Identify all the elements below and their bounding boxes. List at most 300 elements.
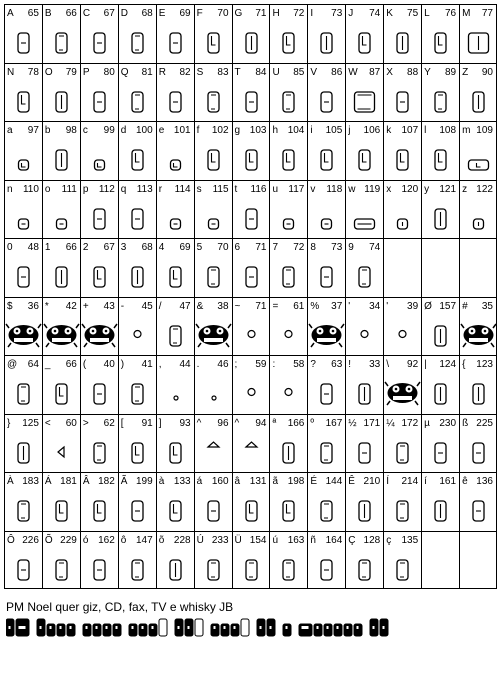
char-cell — [232, 531, 270, 590]
glyph-preview — [233, 257, 270, 295]
glyph-preview — [195, 316, 232, 354]
char-code: 111 — [61, 183, 77, 195]
char-cell — [42, 180, 80, 239]
char-label: A — [7, 8, 14, 19]
char-code: 103 — [249, 125, 267, 136]
glyph-preview — [81, 82, 118, 120]
glyph-preview — [119, 23, 156, 61]
char-code: 80 — [103, 66, 115, 78]
char-code: 91 — [141, 417, 153, 429]
char-cell — [383, 531, 421, 590]
char-code: 46 — [217, 359, 229, 370]
char-code: 70 — [217, 242, 229, 253]
char-label: ^ — [196, 417, 202, 429]
char-cell — [194, 180, 232, 239]
char-label: d — [120, 125, 127, 136]
char-label: ç — [386, 534, 392, 546]
char-code: 133 — [173, 476, 191, 487]
char-code: 60 — [65, 417, 77, 429]
char-cell — [156, 414, 194, 473]
char-label: o — [44, 183, 51, 195]
char-code: 112 — [98, 183, 115, 195]
char-cell — [269, 355, 307, 414]
char-cell — [459, 121, 497, 180]
char-cell — [421, 355, 459, 414]
sample-text-plain: PM Noel quer giz, CD, fax, TV e whisky JB — [6, 600, 234, 614]
char-row — [4, 531, 497, 590]
glyph-preview — [270, 316, 307, 354]
char-cell — [194, 297, 232, 356]
char-cell — [421, 414, 459, 473]
char-cell — [156, 297, 194, 356]
char-label: ' — [386, 300, 389, 312]
char-cell — [80, 531, 118, 590]
char-code: 108 — [439, 125, 457, 136]
char-code: 44 — [179, 359, 191, 370]
char-label: + — [82, 300, 89, 312]
char-cell — [194, 238, 232, 297]
char-label: E — [158, 8, 166, 19]
char-code: 157 — [439, 300, 457, 312]
char-label: 1 — [44, 242, 51, 253]
char-cell — [194, 121, 232, 180]
char-label: u — [272, 183, 279, 195]
char-code: 118 — [326, 183, 343, 195]
char-label: Ç — [348, 534, 356, 546]
glyph-preview — [43, 374, 80, 412]
glyph-preview — [270, 550, 307, 588]
char-label: L — [424, 8, 430, 19]
glyph-preview — [384, 316, 421, 354]
char-code: 97 — [27, 125, 39, 136]
char-label: 0 — [7, 242, 13, 253]
char-cell — [118, 63, 156, 122]
char-cell — [194, 63, 232, 122]
char-code: 74 — [369, 8, 381, 19]
char-code: 61 — [293, 300, 305, 312]
char-code: 110 — [22, 183, 39, 195]
char-label: õ — [158, 534, 165, 546]
char-cell — [459, 297, 497, 356]
empty-cell — [421, 531, 459, 590]
char-code: 105 — [325, 125, 343, 136]
char-label: w — [348, 183, 356, 195]
char-label: ê — [462, 476, 468, 487]
char-label: À — [7, 476, 14, 487]
glyph-preview — [233, 550, 270, 588]
char-row — [4, 355, 497, 414]
char-code: 115 — [212, 183, 229, 195]
char-cell — [269, 472, 307, 531]
char-cell — [383, 414, 421, 473]
glyph-preview — [43, 433, 80, 471]
char-label: i — [310, 125, 313, 136]
char-label: Ø — [424, 300, 432, 312]
char-label: } — [7, 417, 11, 429]
char-label: * — [44, 300, 49, 312]
char-cell — [118, 121, 156, 180]
glyph-preview — [157, 374, 194, 412]
char-cell — [307, 297, 345, 356]
char-label: : — [272, 359, 276, 370]
char-label: P — [82, 66, 90, 78]
char-code: 71 — [255, 242, 267, 253]
glyph-preview — [81, 199, 118, 237]
char-code: 181 — [60, 476, 77, 487]
char-code: 71 — [255, 8, 267, 19]
char-cell — [42, 121, 80, 180]
char-cell — [232, 472, 270, 531]
char-code: 125 — [22, 417, 39, 429]
char-label: & — [196, 300, 204, 312]
glyph-preview — [422, 491, 459, 529]
glyph-preview — [157, 433, 194, 471]
glyph-preview — [81, 257, 118, 295]
glyph-preview — [460, 491, 497, 529]
char-code: 225 — [476, 417, 493, 429]
glyph-preview — [119, 140, 156, 178]
char-cell — [345, 63, 383, 122]
char-code: 163 — [287, 534, 305, 546]
char-row — [4, 414, 497, 473]
char-code: 42 — [65, 300, 77, 312]
char-cell — [156, 63, 194, 122]
char-cell — [156, 531, 194, 590]
glyph-preview — [346, 140, 383, 178]
glyph-preview — [43, 23, 80, 61]
char-code: 65 — [27, 8, 39, 19]
glyph-preview — [5, 433, 42, 471]
char-code: 99 — [103, 125, 115, 136]
char-code: 70 — [217, 8, 229, 19]
glyph-preview — [308, 374, 345, 412]
char-cell — [80, 238, 118, 297]
char-code: 117 — [288, 183, 305, 195]
char-row — [4, 297, 497, 356]
glyph-preview — [43, 550, 80, 588]
char-cell — [4, 297, 42, 356]
char-code: 82 — [179, 66, 191, 78]
char-cell — [269, 297, 307, 356]
char-cell — [232, 63, 270, 122]
char-label: ô — [120, 534, 127, 546]
char-cell — [269, 414, 307, 473]
char-cell — [4, 531, 42, 590]
glyph-preview — [43, 491, 80, 529]
char-code: 109 — [476, 125, 493, 136]
char-code: 48 — [27, 242, 39, 253]
char-cell — [80, 472, 118, 531]
char-label: s — [196, 183, 202, 195]
glyph-preview — [81, 374, 118, 412]
empty-cell — [383, 238, 421, 297]
char-code: 135 — [401, 534, 419, 546]
char-cell — [80, 121, 118, 180]
glyph-preview — [384, 550, 421, 588]
char-code: 172 — [401, 417, 419, 429]
char-code: 76 — [444, 8, 457, 19]
char-label: r — [158, 183, 163, 195]
glyph-preview — [157, 199, 194, 237]
char-code: 144 — [325, 476, 343, 487]
char-cell — [232, 180, 270, 239]
glyph-preview — [195, 433, 232, 471]
glyph-preview — [384, 82, 421, 120]
char-cell — [345, 180, 383, 239]
char-row — [4, 4, 497, 63]
glyph-preview — [422, 316, 459, 354]
char-label: ú — [272, 534, 279, 546]
glyph-preview — [5, 374, 42, 412]
char-cell — [345, 238, 383, 297]
glyph-preview — [422, 433, 459, 471]
glyph-preview — [346, 550, 383, 588]
glyph-preview — [384, 433, 421, 471]
char-cell — [42, 414, 80, 473]
char-label: S — [196, 66, 204, 78]
char-code: 124 — [439, 359, 457, 370]
glyph-preview — [308, 316, 345, 354]
char-label: | — [424, 359, 427, 370]
char-cell — [118, 355, 156, 414]
char-label: ; — [234, 359, 238, 370]
char-cell — [156, 355, 194, 414]
char-label: < — [44, 417, 51, 429]
char-cell — [4, 414, 42, 473]
char-code: 71 — [255, 300, 267, 312]
char-label: ó — [82, 534, 89, 546]
char-code: 92 — [407, 359, 419, 370]
char-code: 122 — [476, 183, 493, 195]
char-code: 90 — [481, 66, 493, 78]
char-code: 228 — [173, 534, 191, 546]
char-label: I — [310, 8, 314, 19]
char-label: 5 — [196, 242, 203, 253]
glyph-preview — [346, 257, 383, 295]
char-label: x — [386, 183, 392, 195]
char-label: q — [120, 183, 127, 195]
glyph-preview — [308, 23, 345, 61]
glyph-preview — [5, 140, 42, 178]
char-cell — [307, 531, 345, 590]
glyph-preview — [195, 550, 232, 588]
char-code: 161 — [439, 476, 457, 487]
char-code: 107 — [401, 125, 419, 136]
glyph-preview — [5, 550, 42, 588]
char-cell — [269, 531, 307, 590]
glyph-preview — [119, 316, 156, 354]
char-cell — [345, 531, 383, 590]
char-label: à — [158, 476, 165, 487]
glyph-preview — [195, 82, 232, 120]
char-cell — [118, 4, 156, 63]
char-cell — [80, 4, 118, 63]
char-code: 96 — [217, 417, 229, 429]
glyph-preview — [157, 23, 194, 61]
char-label: í — [424, 476, 427, 487]
char-cell — [269, 121, 307, 180]
char-label: ! — [348, 359, 352, 370]
character-map-grid — [4, 4, 497, 589]
glyph-preview — [5, 257, 42, 295]
char-code: 69 — [179, 8, 191, 19]
char-code: 37 — [331, 300, 343, 312]
empty-cell — [459, 238, 497, 297]
char-label: p — [82, 183, 89, 195]
char-cell — [42, 472, 80, 531]
glyph-preview — [384, 140, 421, 178]
char-label: ñ — [310, 534, 316, 546]
char-row — [4, 63, 497, 122]
char-cell — [42, 355, 80, 414]
char-label: % — [310, 300, 320, 312]
char-row — [4, 238, 497, 297]
char-label: U — [272, 66, 280, 78]
glyph-preview — [460, 433, 497, 471]
char-code: 94 — [255, 417, 267, 429]
char-label: T — [234, 66, 241, 78]
char-cell — [383, 180, 421, 239]
char-code: 233 — [211, 534, 229, 546]
glyph-preview — [195, 491, 232, 529]
glyph-preview — [460, 199, 497, 237]
glyph-preview — [233, 199, 270, 237]
char-label: M — [462, 8, 471, 19]
char-cell — [156, 121, 194, 180]
char-cell — [156, 180, 194, 239]
char-label: H — [272, 8, 280, 19]
glyph-preview — [43, 140, 80, 178]
glyph-preview — [43, 82, 80, 120]
char-code: 93 — [179, 417, 191, 429]
glyph-preview — [5, 82, 42, 120]
char-cell — [42, 238, 80, 297]
char-code: 73 — [331, 242, 343, 253]
glyph-preview — [270, 491, 307, 529]
glyph-preview — [308, 82, 345, 120]
char-cell — [307, 63, 345, 122]
char-label: n — [7, 183, 13, 195]
glyph-preview — [270, 23, 307, 61]
char-code: 72 — [293, 242, 305, 253]
char-label: ^ — [234, 417, 240, 429]
char-cell — [156, 472, 194, 531]
char-label: = — [272, 300, 279, 312]
char-cell — [421, 63, 459, 122]
glyph-preview — [460, 140, 497, 178]
char-cell — [421, 121, 459, 180]
char-row — [4, 180, 497, 239]
char-label: Õ — [44, 534, 53, 546]
glyph-preview — [422, 199, 459, 237]
char-label: Â — [82, 476, 90, 487]
char-code: 86 — [331, 66, 343, 78]
char-cell — [459, 472, 497, 531]
char-cell — [383, 472, 421, 531]
char-cell — [383, 297, 421, 356]
char-label: ) — [120, 359, 125, 370]
glyph-preview — [119, 491, 156, 529]
char-code: 119 — [364, 183, 381, 195]
char-code: 154 — [249, 534, 267, 546]
glyph-preview — [384, 491, 421, 529]
char-label: Z — [462, 66, 469, 78]
char-code: 164 — [325, 534, 343, 546]
char-code: 162 — [98, 534, 115, 546]
char-label: Y — [424, 66, 431, 78]
char-code: 160 — [211, 476, 229, 487]
char-label: Ô — [7, 534, 15, 546]
glyph-preview — [157, 316, 194, 354]
glyph-preview — [81, 23, 118, 61]
glyph-preview — [270, 374, 307, 412]
char-label: g — [234, 125, 241, 136]
char-code: 66 — [65, 8, 77, 19]
sample-glyph-strip — [6, 616, 426, 640]
glyph-preview — [346, 433, 383, 471]
char-label: m — [462, 125, 471, 136]
char-label: 9 — [348, 242, 354, 253]
char-code: 131 — [249, 476, 267, 487]
char-cell — [345, 414, 383, 473]
char-code: 98 — [65, 125, 77, 136]
char-label: , — [158, 359, 162, 370]
char-label: Í — [386, 476, 389, 487]
glyph-preview — [195, 257, 232, 295]
char-cell — [345, 297, 383, 356]
char-label: > — [82, 417, 89, 429]
char-cell — [156, 238, 194, 297]
char-cell — [4, 180, 42, 239]
char-code: 33 — [369, 359, 381, 370]
char-code: 171 — [363, 417, 381, 429]
char-label: Ú — [196, 534, 204, 546]
char-code: 88 — [407, 66, 419, 78]
char-code: 226 — [22, 534, 39, 546]
char-cell — [194, 4, 232, 63]
glyph-preview — [119, 199, 156, 237]
empty-cell — [421, 238, 459, 297]
char-code: 87 — [369, 66, 381, 78]
char-cell — [232, 297, 270, 356]
char-cell — [421, 472, 459, 531]
glyph-preview — [270, 199, 307, 237]
char-label: 8 — [310, 242, 316, 253]
glyph-preview — [81, 433, 118, 471]
char-code: 74 — [369, 242, 381, 253]
char-label: C — [82, 8, 91, 19]
glyph-preview — [270, 433, 307, 471]
char-code: 81 — [141, 66, 153, 78]
char-label: K — [386, 8, 393, 19]
char-cell — [194, 531, 232, 590]
char-cell — [194, 355, 232, 414]
glyph-preview — [5, 316, 42, 354]
char-label: µ — [424, 417, 430, 429]
glyph-preview — [422, 140, 459, 178]
char-cell — [421, 4, 459, 63]
char-code: 39 — [407, 300, 419, 312]
glyph-preview — [233, 491, 270, 529]
char-label: / — [158, 300, 162, 312]
char-label: . — [196, 359, 200, 370]
char-cell — [345, 472, 383, 531]
char-cell — [269, 180, 307, 239]
char-cell — [232, 238, 270, 297]
char-cell — [421, 297, 459, 356]
char-cell — [459, 4, 497, 63]
char-code: 116 — [250, 183, 267, 195]
